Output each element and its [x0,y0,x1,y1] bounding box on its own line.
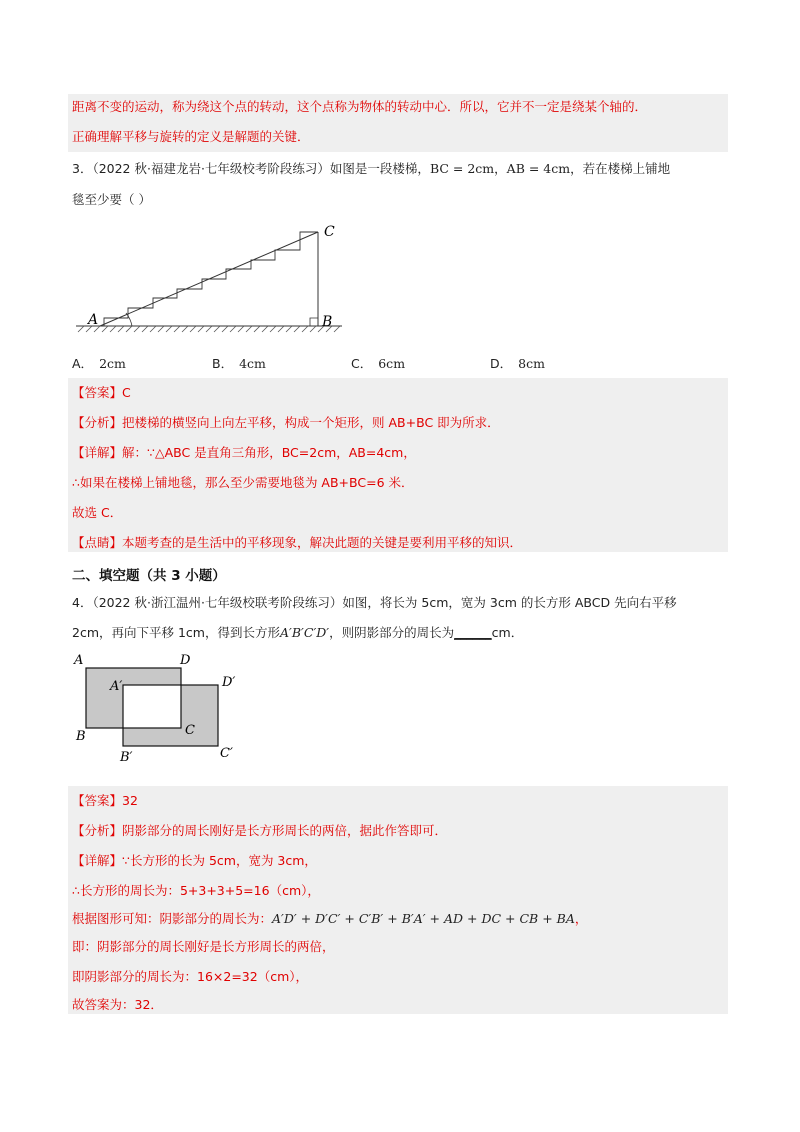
q3-option-d[interactable]: D． 8cm [490,356,545,371]
q4-stem-line-1: 4．（2022 秋·浙江温州·七年级校联考阶段练习）如图，将长为 5cm，宽为 3cm 的长方形 ABCD 先向右平移 [72,595,677,610]
q3-option-c[interactable]: C． 6cm [351,356,406,371]
label-c: C [324,224,335,240]
q3-answer: 【答案】C [72,385,131,400]
q4-number: 4． [72,595,93,610]
shaded-region [86,668,218,746]
q4-detail-6: 故答案为：32． [72,997,163,1012]
rectangles-figure [70,648,250,768]
q4-analysis: 【分析】阴影部分的周长刚好是长方形周长的两倍，据此作答即可． [72,823,448,838]
q3-stem-line-2: 毯至少要（ ） [72,192,151,207]
q4-detail-2: ∴长方形的周长为：5+3+3+5=16（cm）， [72,883,320,898]
label-b: B [76,729,86,744]
label-d-prime: D′ [222,675,236,690]
right-angle-mark [310,318,318,326]
label-c-prime: C′ [220,746,233,761]
angle-arc-a [126,313,132,326]
q3-detail-2: ∴如果在楼梯上铺地毯，那么至少需要地毯为 AB+BC=6 米． [72,475,414,490]
q4-stem-line-2: 2cm，再向下平移 1cm，得到长方形A′B′C′D′，则阴影部分的周长为______cm． [72,625,524,640]
label-a-prime: A′ [110,679,123,694]
q3-comment: 【点睛】本题考查的是生活中的平移现象，解决此题的关键是要利用平移的知识． [72,535,523,550]
q3-detail-3: 故选 C． [72,505,123,520]
q3-stem-line-1: 3．（2022 秋·福建龙岩·七年级校考阶段练习）如图是一段楼梯，BC = 2cm，AB = 4cm，若在楼梯上铺地 [72,161,671,176]
label-c: C [185,723,195,738]
staircase-figure [70,220,350,340]
q4-detail-3: 根据图形可知：阴影部分的周长为：A′D′ + D′C′ + C′B′ + B′A′ + AD + DC + CB + BA， [72,911,588,926]
label-b: B [322,314,333,330]
q4-answer: 【答案】32 [72,793,138,808]
q3-ab: AB = 4cm [506,161,571,176]
q4-answer-blank[interactable]: ______ [454,625,492,640]
q3-number: 3． [72,161,93,176]
top-explanation-line-2: 正确理解平移与旋转的定义是解题的关键． [72,129,310,144]
ground-hatching [78,326,340,332]
label-d: D [180,653,191,668]
q4-perimeter-formula: A′D′ + D′C′ + C′B′ + B′A′ + AD + DC + CB + BA [272,911,575,926]
q4-detail-1: 【详解】∵长方形的长为 5cm，宽为 3cm， [72,853,317,868]
q4-detail-5: 即阴影部分的周长为：16×2=32（cm）， [72,969,309,984]
q3-bc: BC = 2cm [429,161,495,176]
label-b-prime: B′ [120,750,133,765]
q4-detail-4: 即：阴影部分的周长刚好是长方形周长的两倍， [72,939,335,954]
q3-analysis: 【分析】把楼梯的横竖向上向左平移，构成一个矩形，则 AB+BC 即为所求． [72,415,500,430]
q3-detail-1: 【详解】解：∵△ABC 是直角三角形，BC=2cm，AB=4cm， [72,445,416,460]
q3-source: （2022 秋·福建龙岩·七年级校考阶段练习）如图是一段楼梯， [92,161,430,176]
q3-solution-box [68,378,728,552]
label-a: A [74,653,84,668]
top-explanation-line-1: 距离不变的运动，称为绕这个点的转动，这个点称为物体的转动中心．所以，它并不一定是绕某个轴的． [72,99,648,114]
q3-option-a[interactable]: A． 2cm [72,356,126,371]
q3-option-b[interactable]: B． 4cm [212,356,266,371]
q4-rect-name: A′B′C′D′ [279,625,330,640]
section-title-fill-blank: 二、填空题（共 3 小题） [72,568,226,584]
label-a: A [88,312,99,328]
